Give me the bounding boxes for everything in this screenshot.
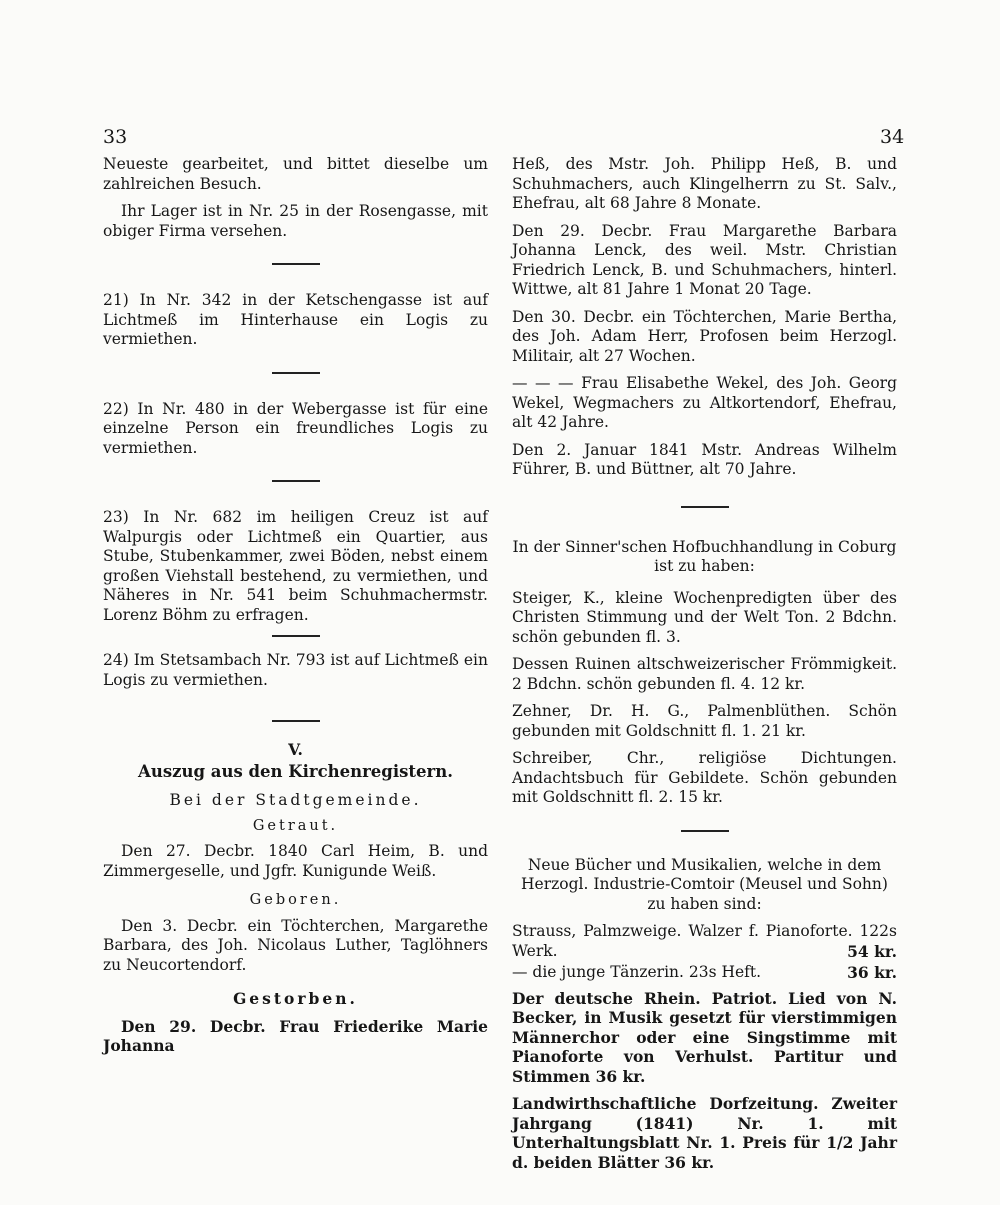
register-entry: Den 29. Decbr. Frau Margarethe Barbara Johanna Lenck, des weil. Mstr. Christian Friedrich Lenck, B. und Schuhmachers, hinterl. Wittwe, alt 81 Jahre 1 Monat 20 Tage. xyxy=(512,221,897,298)
book-listing: Schreiber, Chr., religiöse Dichtungen. Andachtsbuch für Gebildete. Schön gebunden mit Goldschnitt fl. 2. 15 kr. xyxy=(512,749,897,806)
music-listing: Der deutsche Rhein. Patriot. Lied von N. Becker, in Musik gesetzt für vierstimmigen Männerchor oder eine Singstimme mit Pianoforte von Verhulst. Partitur und Stimmen 36 kr. xyxy=(512,988,897,1086)
register-entry: Den 30. Decbr. ein Töchterchen, Marie Bertha, des Joh. Adam Herr, Profosen beim Herzogl. Militair, alt 27 Wochen. xyxy=(512,307,897,365)
register-entry: Den 29. Decbr. Frau Friederike Marie Johanna xyxy=(103,1016,488,1055)
ad-24: 24) Im Stetsambach Nr. 793 ist auf Lichtmeß ein Logis zu vermiethen. xyxy=(103,651,488,689)
ad-21: 21) In Nr. 342 in der Ketschengasse ist auf Lichtmeß im Hinterhause ein Logis zu vermiethen. xyxy=(103,291,488,348)
register-entry: Den 2. Januar 1841 Mstr. Andreas Wilhelm Führer, B. und Büttner, alt 70 Jahre. xyxy=(512,440,897,478)
music-listing-text: — die junge Tänzerin. 23s Heft. xyxy=(512,963,762,981)
music-listing-price: 36 kr. xyxy=(847,963,897,982)
separator xyxy=(272,480,320,482)
music-listing xyxy=(512,963,897,983)
page-number-left: 33 xyxy=(103,126,128,148)
page-number-right: 34 xyxy=(880,126,905,148)
book-listing: Zehner, Dr. H. G., Palmenblüthen. Schön gebunden mit Goldschnitt fl. 1. 21 kr. xyxy=(512,702,897,740)
left-column xyxy=(103,155,488,1064)
book-listing: Steiger, K., kleine Wochenpredigten über des Christen Stimmung und der Welt Ton. 2 Bdchn. schön gebunden fl. 3. xyxy=(512,588,897,646)
ad-22: 22) In Nr. 480 in der Webergasse ist für eine einzelne Person ein freundliches Logis zu vermiethen. xyxy=(103,399,488,457)
notice-paragraph: Neueste gearbeitet, und bittet dieselbe um zahlreichen Besuch. xyxy=(103,155,488,193)
notice-paragraph: Ihr Lager ist in Nr. 25 in der Rosengasse, mit obiger Firma versehen. xyxy=(103,202,488,240)
register-entry: Den 3. Decbr. ein Töchterchen, Margarethe Barbara, des Joh. Nicolaus Luther, Taglöhners zu Neucortendorf. xyxy=(103,916,488,974)
separator xyxy=(272,635,320,637)
music-listing: Landwirthschaftliche Dorfzeitung. Zweiter Jahrgang (1841) Nr. 1. mit Unterhaltungsblatt Nr. 1. Preis für 1/2 Jahr d. beiden Blätter 36 kr. xyxy=(512,1094,897,1172)
separator xyxy=(272,372,320,374)
heading-getraut: Getraut. xyxy=(252,817,339,834)
music-heading: Neue Bücher und Musikalien, welche in dem Herzogl. Industrie-Comtoir (Meusel und Sohn) zu haben sind: xyxy=(521,855,888,913)
separator xyxy=(681,506,729,508)
section-subtitle: Bei der Stadtgemeinde. xyxy=(169,791,422,809)
separator xyxy=(272,263,320,265)
section-title: Auszug aus den Kirchenregistern. xyxy=(138,761,453,781)
book-listing: Dessen Ruinen altschweizerischer Frömmigkeit. 2 Bdchn. schön gebunden fl. 4. 12 kr. xyxy=(512,655,897,693)
right-column xyxy=(512,155,897,1180)
ad-23: 23) In Nr. 682 im heiligen Creuz ist auf Walpurgis oder Lichtmeß ein Quartier, aus Stube, Stubenkammer, zwei Böden, nebst einem großen Viehstall bestehend, zu vermiethen, und Näheres in Nr. 541 beim Schuhmachermstr. Lorenz Böhm zu erfragen. xyxy=(103,508,488,624)
register-entry: Heß, des Mstr. Joh. Philipp Heß, B. und Schuhmachers, auch Klingelherrn zu St. Salv., Ehefrau, alt 68 Jahre 8 Monate. xyxy=(512,155,897,212)
section-number: V. xyxy=(288,740,303,759)
separator xyxy=(272,720,320,722)
register-entry: Den 27. Decbr. 1840 Carl Heim, B. und Zimmergeselle, und Jgfr. Kunigunde Weiß. xyxy=(103,842,488,880)
register-entry: — — — Frau Elisabethe Wekel, des Joh. Georg Wekel, Wegmachers zu Altkortendorf, Ehefrau, alt 42 Jahre. xyxy=(512,374,897,431)
separator xyxy=(681,830,729,832)
music-listing xyxy=(512,922,897,961)
music-listing-text: Strauss, Palmzweige. Walzer f. Pianoforte. 122s Werk. xyxy=(512,922,897,960)
bookshop-heading: In der Sinner'schen Hofbuchhandlung in Coburg ist zu haben: xyxy=(512,537,897,575)
music-listing-price: 54 kr. xyxy=(847,941,897,961)
heading-gestorben: Gestorben. xyxy=(233,989,358,1008)
heading-geboren: Geboren. xyxy=(249,892,342,908)
